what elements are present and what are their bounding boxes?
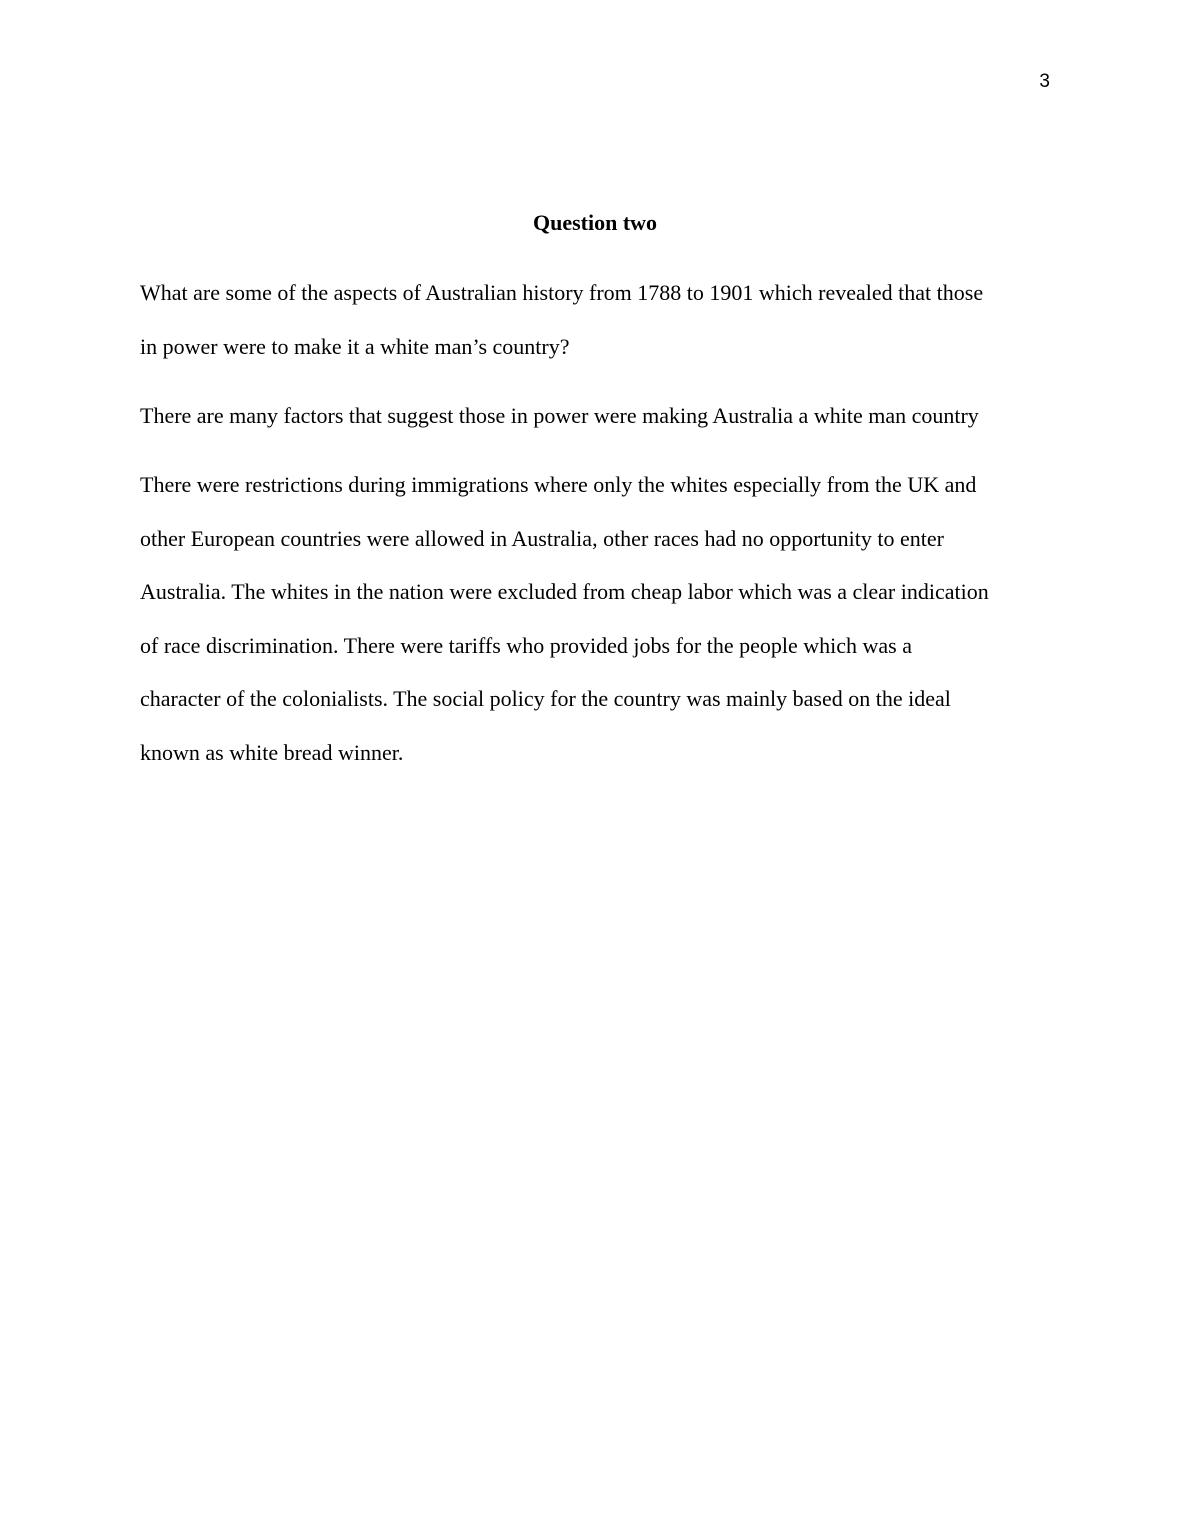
body-line: Australia. The whites in the nation were excluded from cheap labor which was a clear indication: [140, 579, 989, 605]
body-line: character of the colonialists. The social policy for the country was mainly based on the ideal: [140, 686, 951, 712]
section-heading: Question two: [532, 210, 658, 235]
body-line: known as white bread winner.: [140, 739, 404, 765]
intro-paragraph: [140, 389, 1050, 443]
page-number: 3: [1039, 71, 1050, 92]
body-line: There were restrictions during immigrations where only the whites especially from the UK and: [140, 472, 977, 497]
question-line: What are some of the aspects of Australian history from 1788 to 1901 which revealed that those: [140, 280, 984, 305]
intro-line: There are many factors that suggest those in power were making Australia a white man country: [140, 403, 979, 428]
question-line: in power were to make it a white man’s country?: [140, 333, 570, 359]
question-paragraph: [140, 266, 1050, 373]
body-line: other European countries were allowed in Australia, other races had no opportunity to enter: [140, 525, 944, 551]
body-paragraph: [140, 458, 1050, 780]
body-line: of race discrimination. There were tariffs who provided jobs for the people which was a: [140, 632, 912, 658]
